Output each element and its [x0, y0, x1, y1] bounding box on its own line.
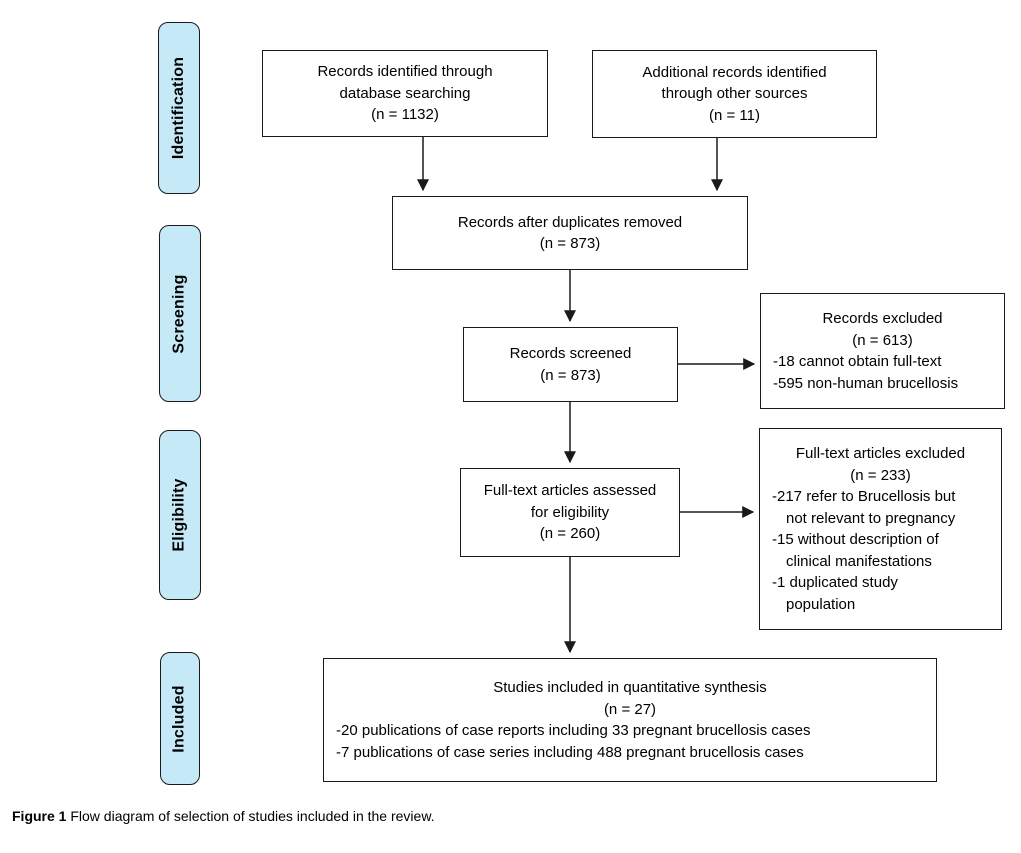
- box-text-line: database searching: [339, 84, 471, 102]
- box-text-line: (n = 873): [539, 235, 601, 252]
- figure-caption-label: Figure 1: [12, 808, 67, 824]
- box-text-line: Full-text articles excluded: [795, 445, 966, 462]
- stage-identification: [158, 22, 200, 194]
- stage-screening: [159, 225, 201, 402]
- box-records-screened: [463, 327, 678, 402]
- box-text-line: Studies included in quantitative synthesis: [493, 679, 767, 696]
- stage-included: [160, 652, 200, 785]
- box-fulltext-excluded: [759, 428, 1002, 630]
- box-bullet-line: -595 non-human brucellosis: [773, 374, 959, 392]
- box-bullet-line: -7 publications of case series including 488 pregnant brucellosis cases: [336, 743, 804, 761]
- box-bullet-line: -1 duplicated study: [772, 574, 898, 591]
- box-text-line: Records excluded: [822, 310, 943, 327]
- box-text-line: (n = 613): [852, 331, 913, 349]
- box-bullet-line: -20 publications of case reports including 33 pregnant brucellosis cases: [336, 722, 811, 739]
- box-text-line: for eligibility: [530, 503, 610, 521]
- box-studies-included: [323, 658, 937, 782]
- box-bullet-line: population: [786, 595, 856, 613]
- stage-identification-label: Identification: [170, 56, 188, 160]
- box-text-line: through other sources: [661, 85, 808, 103]
- box-bullet-line: clinical manifestations: [786, 552, 932, 570]
- box-text-line: (n = 11): [709, 106, 760, 124]
- box-text-line: (n = 260): [539, 525, 601, 543]
- box-text-line: (n = 27): [603, 700, 657, 718]
- box-fulltext-assessed: [460, 468, 680, 557]
- box-text-line: (n = 233): [850, 466, 911, 484]
- box-text-line: Additional records identified: [642, 63, 827, 81]
- box-bullet-line: not relevant to pregnancy: [786, 509, 956, 527]
- stage-screening-label: Screening: [171, 273, 189, 354]
- box-duplicates-removed: [392, 196, 748, 270]
- box-records-excluded: [760, 293, 1005, 409]
- stage-eligibility-label: Eligibility: [171, 478, 189, 552]
- box-records-database: [262, 50, 548, 137]
- box-records-other-sources: [592, 50, 877, 138]
- box-text-line: Records after duplicates removed: [457, 213, 683, 231]
- box-bullet-line: -15 without description of: [772, 531, 939, 548]
- stage-eligibility: [159, 430, 201, 600]
- box-bullet-line: -18 cannot obtain full-text: [773, 353, 942, 370]
- box-text-line: Records identified through: [317, 63, 493, 81]
- box-bullet-line: -217 refer to Brucellosis but: [772, 488, 956, 505]
- stage-included-label: Included: [171, 684, 189, 753]
- box-text-line: (n = 873): [540, 366, 601, 384]
- box-text-line: (n = 1132): [371, 106, 439, 124]
- figure-caption-text: Flow diagram of selection of studies included in the review.: [70, 808, 435, 824]
- box-text-line: Records screened: [509, 345, 632, 362]
- figure-caption: [12, 808, 435, 824]
- box-text-line: Full-text articles assessed: [483, 482, 657, 500]
